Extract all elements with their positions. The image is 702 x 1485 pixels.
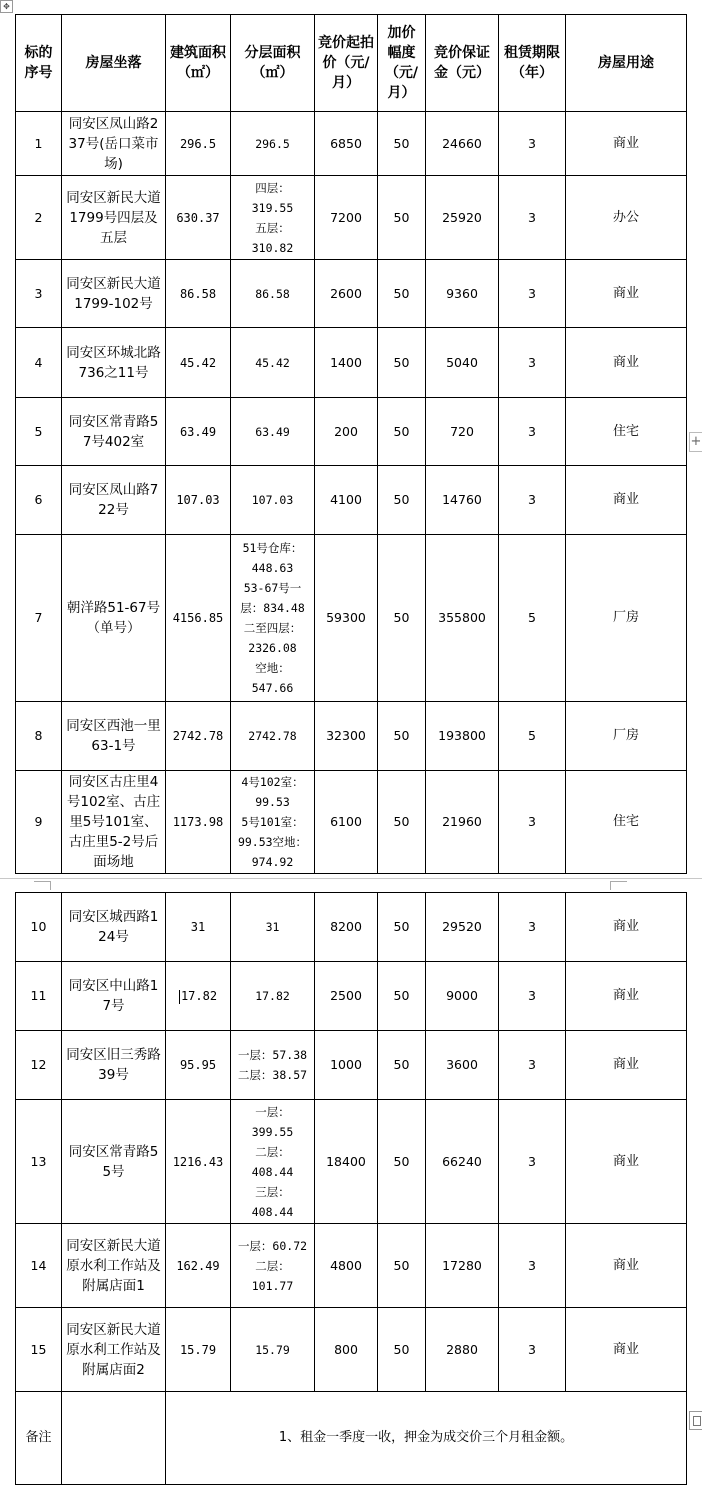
cell-price: 1000: [315, 1031, 378, 1100]
cell-no: 10: [16, 893, 62, 962]
table-row: [16, 1100, 687, 1224]
cell-address: 同安区新民大道原水利工作站及附属店面1: [62, 1224, 166, 1308]
cell-price: 2500: [315, 962, 378, 1031]
cell-price: 18400: [315, 1100, 378, 1224]
table-row: [16, 1031, 687, 1100]
cell-floor-area: [231, 328, 315, 398]
cell-deposit: 3600: [426, 1031, 499, 1100]
cell-price: 8200: [315, 893, 378, 962]
table-row: [16, 466, 687, 535]
table-row: [16, 535, 687, 702]
cell-floor-area: [231, 176, 315, 260]
floor-area-line: 51号仓库：: [242, 541, 303, 555]
cell-area: [166, 962, 231, 1031]
table-row: [16, 962, 687, 1031]
cell-no: 9: [16, 771, 62, 874]
header-floor-area: 分层面积（㎡）: [231, 15, 315, 112]
cell-deposit: 355800: [426, 535, 499, 702]
floor-area-line: 一层：57.38: [237, 1048, 308, 1062]
cell-use: 住宅: [566, 771, 687, 874]
cell-lease: 3: [499, 466, 566, 535]
cell-price: 4100: [315, 466, 378, 535]
cell-area: 107.03: [166, 466, 231, 535]
floor-area-line: 17.82: [255, 989, 290, 1003]
cell-area: 630.37: [166, 176, 231, 260]
cell-lease: 5: [499, 535, 566, 702]
cell-lease: 3: [499, 176, 566, 260]
table-row: [16, 260, 687, 328]
cell-area: 86.58: [166, 260, 231, 328]
cell-deposit: 9000: [426, 962, 499, 1031]
floor-area-line: 547.66: [251, 681, 294, 695]
cell-use: 商业: [566, 260, 687, 328]
cell-deposit: 17280: [426, 1224, 499, 1308]
cell-use: 商业: [566, 328, 687, 398]
header-no: 标的序号: [16, 15, 62, 112]
cell-lease: 3: [499, 112, 566, 176]
floor-area-line: 二至四层：: [243, 621, 302, 635]
floor-area-line: 296.5: [255, 136, 290, 151]
cell-floor-area: [231, 1100, 315, 1224]
cell-no: 11: [16, 962, 62, 1031]
header-lease: 租赁期限（年）: [499, 15, 566, 112]
cell-address: 同安区西池一里63-1号: [62, 702, 166, 771]
cell-use: 商业: [566, 893, 687, 962]
table-row: [16, 702, 687, 771]
floor-area-line: 319.55: [251, 200, 294, 215]
floor-area-line: 二层：: [255, 1144, 290, 1159]
remarks-text: 1、租金一季度一收，押金为成交价三个月租金额。: [166, 1392, 687, 1485]
floor-area-line: 107.03: [251, 493, 294, 507]
cell-use: 商业: [566, 1100, 687, 1224]
cell-inc: 50: [378, 398, 426, 466]
remarks-spacer: [62, 1392, 166, 1485]
cell-area: 63.49: [166, 398, 231, 466]
cell-address: 同安区新民大道1799号四层及五层: [62, 176, 166, 260]
floor-area-line: 974.92: [251, 855, 294, 869]
cell-area: 162.49: [166, 1224, 231, 1308]
cell-no: 8: [16, 702, 62, 771]
cell-no: 1: [16, 112, 62, 176]
floor-area-line: 一层：60.72: [237, 1238, 308, 1253]
cell-inc: 50: [378, 328, 426, 398]
floor-area-line: 53-67号一: [243, 581, 302, 595]
floor-area-line: 101.77: [251, 1278, 294, 1293]
floor-area-line: 399.55: [251, 1124, 294, 1139]
cell-deposit: 21960: [426, 771, 499, 874]
cell-no: 3: [16, 260, 62, 328]
floor-area-line: 一层：: [255, 1104, 290, 1119]
cell-price: 4800: [315, 1224, 378, 1308]
cell-deposit: 66240: [426, 1100, 499, 1224]
header-increment: 加价幅度（元/月）: [378, 15, 426, 112]
cell-no: 2: [16, 176, 62, 260]
floor-area-line: 408.44: [251, 1164, 294, 1179]
cell-area: 45.42: [166, 328, 231, 398]
cell-deposit: 2880: [426, 1308, 499, 1392]
header-address: 房屋坐落: [62, 15, 166, 112]
floor-area-line: 63.49: [255, 424, 290, 439]
table-row: [16, 1224, 687, 1308]
table-row: [16, 893, 687, 962]
cell-no: 7: [16, 535, 62, 702]
cell-deposit: 9360: [426, 260, 499, 328]
header-deposit: 竞价保证金（元）: [426, 15, 499, 112]
cell-inc: 50: [378, 112, 426, 176]
cell-price: 7200: [315, 176, 378, 260]
floor-area-line: 二层：38.57: [237, 1068, 308, 1082]
cell-lease: 3: [499, 962, 566, 1031]
cell-lease: 3: [499, 1031, 566, 1100]
remarks-row: [16, 1392, 687, 1485]
cell-floor-area: [231, 466, 315, 535]
cell-inc: 50: [378, 962, 426, 1031]
cell-no: 5: [16, 398, 62, 466]
cell-lease: 3: [499, 1308, 566, 1392]
cell-area: 1216.43: [166, 1100, 231, 1224]
cell-address: 同安区凤山路237号(岳口菜市场): [62, 112, 166, 176]
cell-address: 同安区常青路57号402室: [62, 398, 166, 466]
cell-address: 同安区环城北路736之11号: [62, 328, 166, 398]
cell-use: 商业: [566, 466, 687, 535]
floor-area-line: 2742.78: [248, 729, 297, 743]
cell-lease: 3: [499, 328, 566, 398]
cell-inc: 50: [378, 702, 426, 771]
cell-inc: 50: [378, 260, 426, 328]
cell-use: 商业: [566, 962, 687, 1031]
cell-floor-area: [231, 962, 315, 1031]
floor-area-line: 4号102室：: [241, 775, 304, 789]
paste-options-icon[interactable]: [689, 1411, 702, 1430]
table-row: [16, 176, 687, 260]
floor-area-line: 5号101室：: [241, 815, 304, 829]
floor-area-line: 五层：: [255, 220, 290, 235]
page-break: [0, 878, 702, 893]
table-row: [16, 328, 687, 398]
cell-floor-area: [231, 260, 315, 328]
cell-no: 12: [16, 1031, 62, 1100]
cell-deposit: 720: [426, 398, 499, 466]
header-start-price: 竞价起拍价（元/月）: [315, 15, 378, 112]
table-row: [16, 398, 687, 466]
cell-floor-area: [231, 1224, 315, 1308]
cell-floor-area: [231, 771, 315, 874]
cell-no: 14: [16, 1224, 62, 1308]
floor-area-line: 86.58: [255, 286, 290, 301]
floor-area-line: 四层：: [255, 180, 290, 195]
cell-area-value[interactable]: 17.82: [180, 989, 218, 1003]
cell-lease: 3: [499, 1224, 566, 1308]
floor-area-line: 层：834.48: [240, 601, 305, 615]
floor-area-line: 31: [265, 920, 280, 934]
cell-price: 6100: [315, 771, 378, 874]
table-row: [16, 771, 687, 874]
cell-area: 296.5: [166, 112, 231, 176]
text-cursor: [179, 990, 180, 1004]
cell-use: 厂房: [566, 702, 687, 771]
cell-area: 4156.85: [166, 535, 231, 702]
floor-area-line: 15.79: [255, 1342, 290, 1357]
cell-address: 同安区新民大道原水利工作站及附属店面2: [62, 1308, 166, 1392]
floor-area-line: 310.82: [251, 240, 294, 255]
cell-price: 2600: [315, 260, 378, 328]
cell-address: 同安区常青路55号: [62, 1100, 166, 1224]
cell-floor-area: [231, 398, 315, 466]
cell-address: 同安区凤山路722号: [62, 466, 166, 535]
cell-address: 朝洋路51-67号（单号）: [62, 535, 166, 702]
cell-address: 同安区新民大道1799-102号: [62, 260, 166, 328]
cell-deposit: 24660: [426, 112, 499, 176]
floor-area-line: 2326.08: [248, 641, 297, 655]
cell-lease: 5: [499, 702, 566, 771]
cell-no: 6: [16, 466, 62, 535]
floor-area-line: 99.53: [255, 795, 290, 809]
cell-price: 59300: [315, 535, 378, 702]
cell-no: 15: [16, 1308, 62, 1392]
cell-no: 13: [16, 1100, 62, 1224]
cell-use: 办公: [566, 176, 687, 260]
cell-price: 6850: [315, 112, 378, 176]
remarks-label: 备注: [16, 1392, 62, 1485]
cell-address: 同安区城西路124号: [62, 893, 166, 962]
cell-inc: 50: [378, 466, 426, 535]
floor-area-line: 99.53空地：: [237, 835, 308, 849]
cell-inc: 50: [378, 1224, 426, 1308]
floor-area-line: 三层：: [255, 1184, 290, 1199]
floor-area-line: 空地：: [255, 661, 290, 675]
floor-area-line: 45.42: [255, 355, 290, 370]
cell-price: 200: [315, 398, 378, 466]
cell-floor-area: [231, 112, 315, 176]
cell-use: 商业: [566, 1031, 687, 1100]
cell-use: 住宅: [566, 398, 687, 466]
table-row: [16, 1308, 687, 1392]
cell-inc: 50: [378, 771, 426, 874]
floor-area-line: 二层：: [255, 1258, 290, 1273]
cell-deposit: 5040: [426, 328, 499, 398]
cell-area: 31: [166, 893, 231, 962]
cell-use: 商业: [566, 1308, 687, 1392]
cell-lease: 3: [499, 260, 566, 328]
cell-floor-area: [231, 535, 315, 702]
cell-lease: 3: [499, 893, 566, 962]
floor-area-line: 448.63: [251, 561, 294, 575]
lease-table-page-2: [15, 892, 687, 1485]
cell-area: 2742.78: [166, 702, 231, 771]
header-use: 房屋用途: [566, 15, 687, 112]
table-row: [16, 112, 687, 176]
cell-lease: 3: [499, 398, 566, 466]
cell-floor-area: [231, 1031, 315, 1100]
cell-address: 同安区古庄里4号102室、古庄里5号101室、古庄里5-2号后面场地: [62, 771, 166, 874]
cell-inc: 50: [378, 1100, 426, 1224]
cell-inc: 50: [378, 176, 426, 260]
cell-inc: 50: [378, 1308, 426, 1392]
cell-deposit: 14760: [426, 466, 499, 535]
header-area: 建筑面积（㎡）: [166, 15, 231, 112]
cell-deposit: 193800: [426, 702, 499, 771]
cell-lease: 3: [499, 1100, 566, 1224]
table-header-row: [16, 15, 687, 112]
cell-price: 1400: [315, 328, 378, 398]
cell-lease: 3: [499, 771, 566, 874]
cell-floor-area: [231, 702, 315, 771]
cell-price: 800: [315, 1308, 378, 1392]
cell-use: 商业: [566, 112, 687, 176]
lease-table-page-1: [15, 14, 687, 874]
add-column-icon[interactable]: +: [689, 432, 702, 452]
floor-area-line: 408.44: [251, 1204, 294, 1219]
cell-floor-area: [231, 893, 315, 962]
cell-no: 4: [16, 328, 62, 398]
cell-address: 同安区中山路17号: [62, 962, 166, 1031]
cell-inc: 50: [378, 893, 426, 962]
cell-address: 同安区旧三秀路39号: [62, 1031, 166, 1100]
cell-deposit: 25920: [426, 176, 499, 260]
cell-use: 商业: [566, 1224, 687, 1308]
cell-area: 15.79: [166, 1308, 231, 1392]
cell-area: 95.95: [166, 1031, 231, 1100]
cell-floor-area: [231, 1308, 315, 1392]
cell-price: 32300: [315, 702, 378, 771]
cell-area: 1173.98: [166, 771, 231, 874]
table-move-icon[interactable]: ✥: [0, 0, 13, 13]
cell-deposit: 29520: [426, 893, 499, 962]
cell-inc: 50: [378, 535, 426, 702]
cell-inc: 50: [378, 1031, 426, 1100]
cell-use: 厂房: [566, 535, 687, 702]
